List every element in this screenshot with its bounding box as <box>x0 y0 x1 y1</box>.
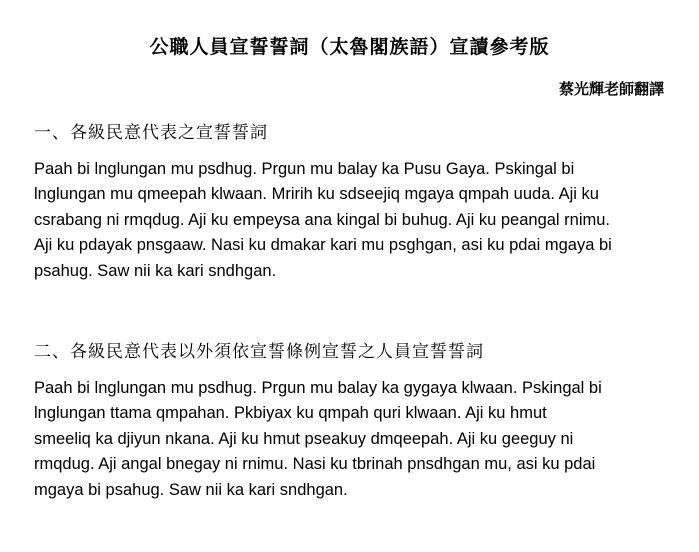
translator-credit: 蔡光輝老師翻譯 <box>558 80 664 98</box>
section-1-oath-text <box>34 157 674 284</box>
section-1-line: Aji ku pdayak pnsgaaw. Nasi ku dmakar kari mu psghgan, asi ku pdai mgaya bi <box>34 236 612 255</box>
section-1-line: csrabang ni rmqdug. Aji ku empeysa ana kingal bi buhug. Aji ku peangal rnimu. <box>34 210 611 229</box>
section-2-line: mgaya bi psahug. Saw nii ka kari sndhgan. <box>34 480 348 499</box>
document-title: 公職人員宣誓誓詞（太魯閣族語）宣讀參考版 <box>149 36 550 58</box>
section-2-line: smeeliq ka djiyun nkana. Aji ku hmut pseakuy dmqeepah. Aji ku geeguy ni <box>34 429 574 448</box>
section-2-line: rmqdug. Aji angal bnegay ni rnimu. Nasi ku tbrinah pnsdhgan mu, asi ku pdai <box>34 455 596 474</box>
section-1-line: lnglungan mu qmeepah klwaan. Mririh ku sdseejiq mgaya qmpah uuda. Aji ku <box>34 185 599 204</box>
section-1-heading: 一、各級民意代表之宣誓誓詞 <box>34 123 268 143</box>
section-2-heading: 二、各級民意代表以外須依宣誓條例宣誓之人員宣誓誓詞 <box>34 342 484 362</box>
section-2-line: lnglungan ttama qmpahan. Pkbiyax ku qmpah quri klwaan. Aji ku hmut <box>34 404 547 423</box>
section-1-line: Paah bi lnglungan mu psdhug. Prgun mu balay ka Pusu Gaya. Pskingal bi <box>34 160 575 178</box>
section-2-oath-text <box>34 376 674 503</box>
section-1-line: psahug. Saw nii ka kari sndhgan. <box>34 261 277 280</box>
section-2-line: Paah bi lnglungan mu psdhug. Prgun mu balay ka gygaya klwaan. Pskingal bi <box>34 379 602 397</box>
